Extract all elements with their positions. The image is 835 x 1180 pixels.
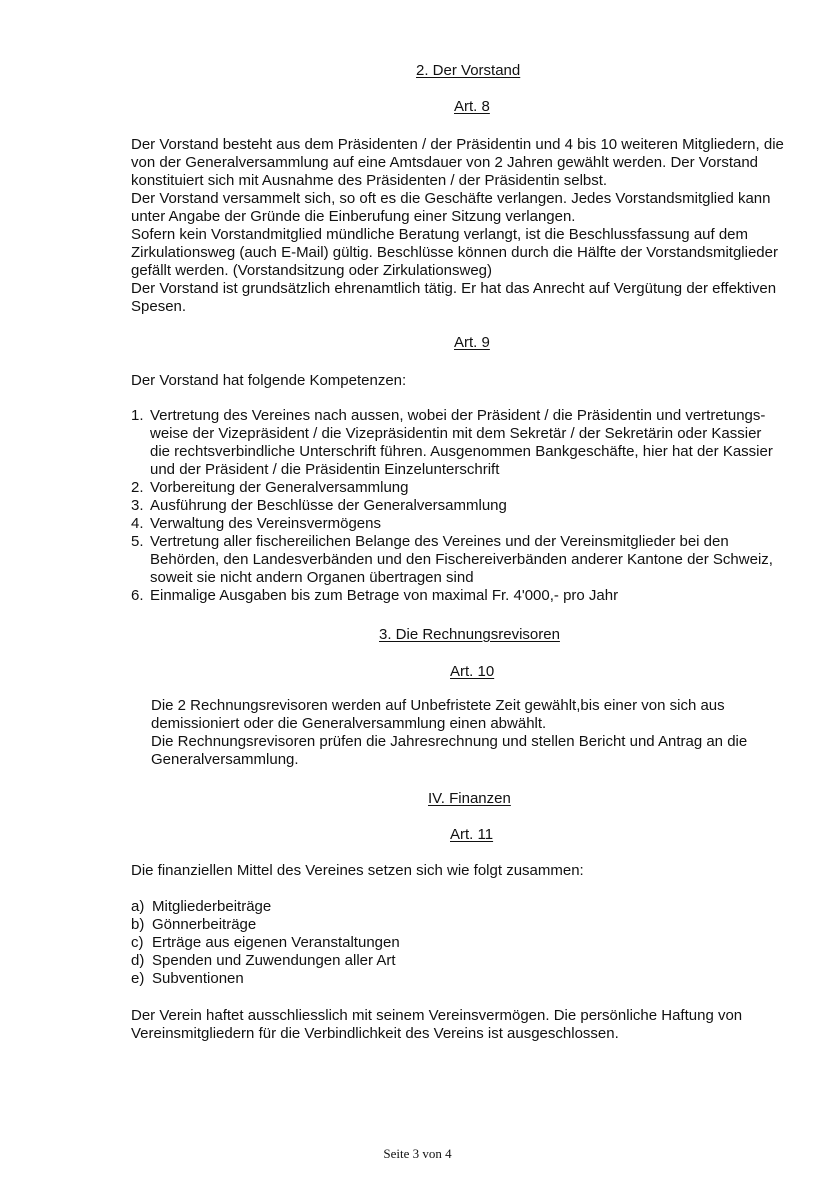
list-item-label: a) — [131, 898, 145, 915]
list-item-label: c) — [131, 934, 144, 951]
list-item-text: Mitgliederbeiträge — [152, 898, 272, 915]
list-item — [131, 587, 821, 605]
art8-paragraph — [131, 136, 821, 316]
art11-intro: Die finanziellen Mittel des Vereines setzen sich wie folgt zusammen: — [131, 862, 584, 879]
list-item-text: Spenden und Zuwendungen aller Art — [152, 952, 396, 969]
art11-funding-list — [131, 898, 400, 988]
text-line: Spesen. — [131, 298, 187, 315]
list-item — [131, 898, 400, 916]
art9-competence-list — [131, 407, 821, 605]
text-line: Verwaltung des Vereinsvermögens — [150, 515, 381, 532]
article-heading-art9: Art. 9 — [454, 334, 490, 351]
text-line: unter Angabe der Gründe die Einberufung einer Sitzung verlangen. — [131, 208, 576, 225]
text-line: Vertretung aller fischereilichen Belange des Vereines und der Vereinsmitglieder bei den — [150, 533, 729, 550]
text-line: Zirkulationsweg (auch E-Mail) gültig. Beschlüsse können durch die Hälfte der Vorstandsmitglieder — [131, 244, 778, 261]
list-item-label: d) — [131, 952, 145, 969]
list-item — [131, 970, 400, 988]
list-item — [131, 497, 821, 515]
article-heading-art11: Art. 11 — [450, 826, 494, 843]
text-line: Behörden, den Landesverbänden und den Fischereiverbänden anderer Kantone der Schweiz, — [150, 551, 773, 568]
text-line: Der Verein haftet ausschliesslich mit seinem Vereinsvermögen. Die persönliche Haftung von — [131, 1007, 743, 1024]
art9-intro: Der Vorstand hat folgende Kompetenzen: — [131, 372, 407, 389]
list-item — [131, 952, 400, 970]
text-line: Der Vorstand ist grundsätzlich ehrenamtlich tätig. Er hat das Anrecht auf Vergütung der effektiven — [131, 280, 777, 297]
text-line: die rechtsverbindliche Unterschrift führen. Ausgenommen Bankgeschäfte, hier hat der Kassier — [150, 443, 773, 460]
art11-closing-paragraph — [131, 1007, 821, 1043]
section-heading-finanzen: IV. Finanzen — [428, 790, 511, 807]
list-item-number: 5. — [131, 533, 144, 550]
list-item-number: 6. — [131, 587, 144, 604]
list-item — [131, 916, 400, 934]
text-line: Vereinsmitgliedern für die Verbindlichkeit des Vereins ist ausgeschlossen. — [131, 1025, 619, 1042]
article-heading-art8: Art. 8 — [454, 98, 490, 115]
section-heading-revisoren: 3. Die Rechnungsrevisoren — [379, 626, 560, 643]
text-line: Der Vorstand besteht aus dem Präsidenten / der Präsidentin und 4 bis 10 weiteren Mitgliedern, die — [131, 136, 784, 153]
list-item — [131, 407, 821, 479]
list-item — [131, 533, 821, 587]
page-number-footer: Seite 3 von 4 — [383, 1146, 452, 1161]
text-line: Sofern kein Vorstandmitglied mündliche Beratung verlangt, ist die Beschlussfassung auf dem — [131, 226, 749, 243]
list-item-text: Erträge aus eigenen Veranstaltungen — [152, 934, 400, 951]
section-heading-vorstand: 2. Der Vorstand — [416, 62, 521, 79]
list-item-text: Subventionen — [152, 970, 244, 987]
article-heading-art10: Art. 10 — [450, 663, 495, 680]
list-item-text: Gönnerbeiträge — [152, 916, 257, 933]
list-item-label: e) — [131, 970, 145, 987]
list-item-number: 1. — [131, 407, 144, 424]
text-line: Der Vorstand versammelt sich, so oft es die Geschäfte verlangen. Jedes Vorstandsmitglied kann — [131, 190, 771, 207]
text-line: Ausführung der Beschlüsse der Generalversammlung — [150, 497, 507, 514]
text-line: weise der Vizepräsident / die Vizepräsidentin mit dem Sekretär / der Sekretärin oder Kassier — [150, 425, 762, 442]
list-item-number: 3. — [131, 497, 144, 514]
text-line: von der Generalversammlung auf eine Amtsdauer von 2 Jahren gewählt werden. Der Vorstand — [131, 154, 759, 171]
list-item-number: 2. — [131, 479, 144, 496]
list-item — [131, 515, 821, 533]
list-item-label: b) — [131, 916, 145, 933]
text-line: Einmalige Ausgaben bis zum Betrage von maximal Fr. 4'000,- pro Jahr — [150, 587, 619, 604]
list-item — [131, 479, 821, 497]
text-line: gefällt werden. (Vorstandsitzung oder Zirkulationsweg) — [131, 262, 493, 279]
text-line: soweit sie nicht andern Organen übertragen sind — [150, 569, 474, 586]
text-line: Die Rechnungsrevisoren prüfen die Jahresrechnung und stellen Bericht und Antrag an die — [151, 733, 748, 750]
text-line: Die 2 Rechnungsrevisoren werden auf Unbefristete Zeit gewählt,bis einer von sich aus — [151, 697, 725, 714]
text-line: konstituiert sich mit Ausnahme des Präsidenten / der Präsidentin selbst. — [131, 172, 608, 189]
text-line: Vertretung des Vereines nach aussen, wobei der Präsident / die Präsidentin und vertretungs- — [150, 407, 766, 424]
list-item-number: 4. — [131, 515, 144, 532]
list-item — [131, 934, 400, 952]
art10-paragraph — [151, 697, 821, 769]
text-line: demissioniert oder die Generalversammlung einen abwählt. — [151, 715, 547, 732]
text-line: Vorbereitung der Generalversammlung — [150, 479, 409, 496]
text-line: Generalversammlung. — [151, 751, 299, 768]
text-line: und der Präsident / die Präsidentin Einzelunterschrift — [150, 461, 500, 478]
